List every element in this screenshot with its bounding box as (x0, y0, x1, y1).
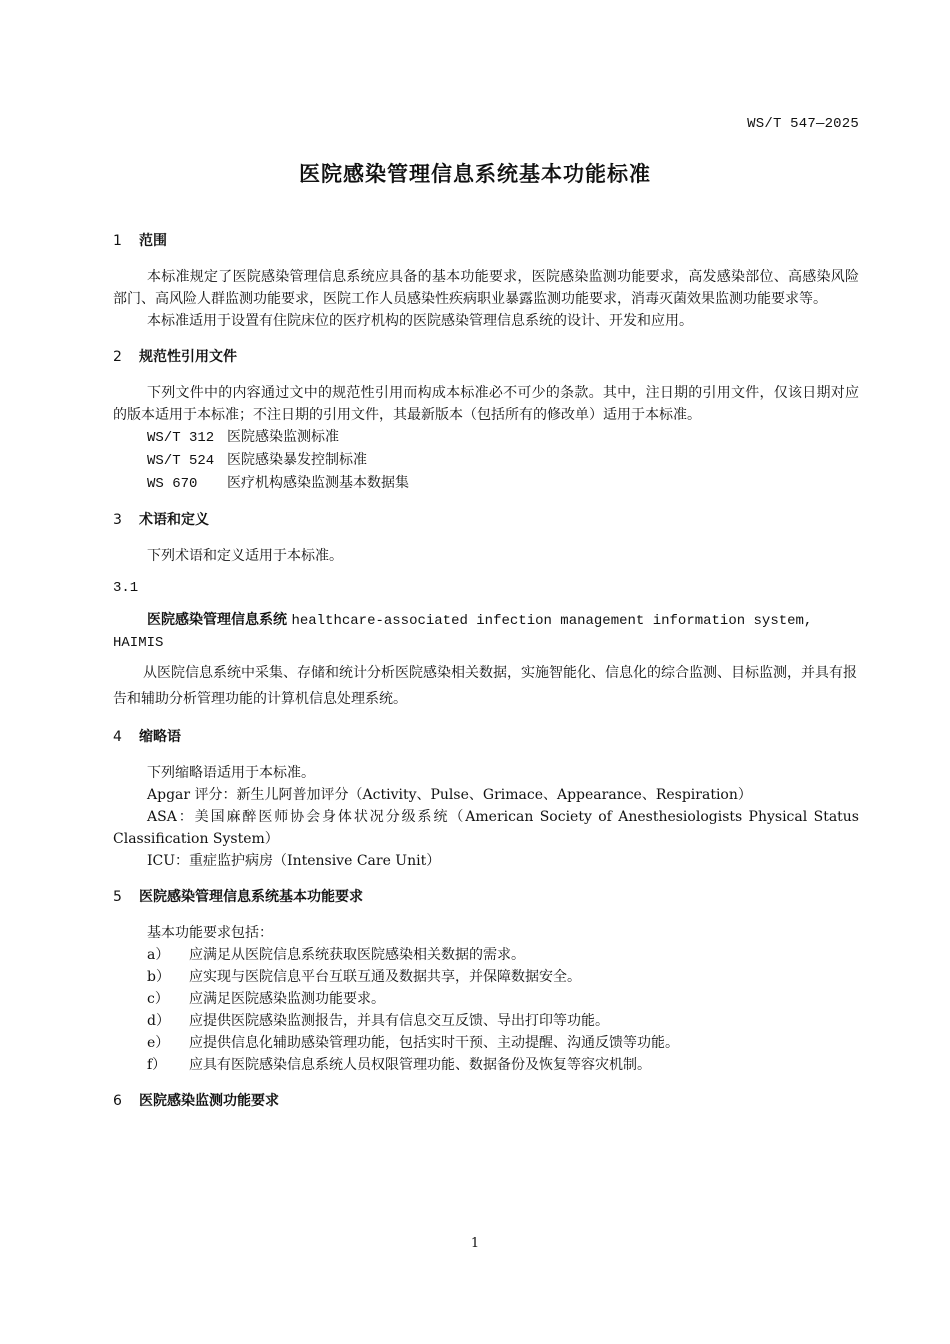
term-number: 3.1 (113, 580, 139, 596)
list-text: 应提供信息化辅助感染管理功能，包括实时干预、主动提醒、沟通反馈等功能。 (189, 1035, 679, 1051)
list-text: 应提供医院感染监测报告，并具有信息交互反馈、导出打印等功能。 (189, 1013, 609, 1029)
list-item (113, 1010, 859, 1032)
list-item (113, 944, 859, 966)
reference-item (113, 426, 859, 449)
list-marker: d） (147, 1013, 170, 1029)
section-title: 医院感染管理信息系统基本功能要求 (139, 889, 363, 905)
paragraph: 基本功能要求包括： (147, 925, 273, 941)
section-number: 3 (113, 512, 122, 528)
paragraph: 下列术语和定义适用于本标准。 (147, 548, 343, 564)
list-item (113, 1032, 859, 1054)
reference-code: WS 670 (147, 476, 198, 492)
reference-title: 医疗机构感染监测基本数据集 (227, 475, 409, 491)
list-marker: f） (147, 1057, 167, 1073)
section-heading-5 (113, 886, 859, 908)
reference-code: WS/T 524 (147, 453, 215, 469)
reference-title: 医院感染监测标准 (227, 429, 339, 445)
reference-item (113, 472, 859, 495)
reference-code: WS/T 312 (147, 430, 215, 446)
list-text: 应实现与医院信息平台互联互通及数据共享，并保障数据安全。 (189, 969, 581, 985)
section-heading-6 (113, 1090, 859, 1112)
section-heading-3 (113, 509, 859, 531)
reference-item (113, 449, 859, 472)
list-item (113, 1054, 859, 1076)
section-title: 范围 (139, 233, 167, 249)
section-number: 2 (113, 349, 122, 365)
paragraph: 下列文件中的内容通过文中的规范性引用而构成本标准必不可少的条款。其中，注日期的引用文件，仅该日期对应的版本适用于本标准；不注日期的引用文件，其最新版本（包括所有的修改单）适用于本标准。 (113, 385, 859, 423)
term-english: healthcare-associated infection management information system, (291, 613, 813, 629)
reference-title: 医院感染暴发控制标准 (227, 452, 367, 468)
term-entry (113, 609, 859, 632)
list-item (113, 988, 859, 1010)
list-marker: c） (147, 991, 169, 1007)
document-body (113, 230, 859, 1112)
list-item (113, 966, 859, 988)
paragraph: 下列缩略语适用于本标准。 (147, 765, 315, 781)
list-marker: b） (147, 969, 170, 985)
paragraph: 本标准规定了医院感染管理信息系统应具备的基本功能要求，医院感染监测功能要求，高发感染部位、高感染风险部门、高风险人群监测功能要求，医院工作人员感染性疾病职业暴露监测功能要求，消毒灭菌效果监测功能要求等。 (113, 269, 859, 307)
term-abbreviation: HAIMIS (113, 635, 164, 651)
section-number: 4 (113, 729, 122, 745)
paragraph: 本标准适用于设置有住院床位的医疗机构的医院感染管理信息系统的设计、开发和应用。 (147, 313, 693, 329)
term-definition: 从医院信息系统中采集、存储和统计分析医院感染相关数据，实施智能化、信息化的综合监测、目标监测，并具有报告和辅助分析管理功能的计算机信息处理系统。 (113, 665, 857, 707)
section-title: 缩略语 (139, 729, 181, 745)
section-heading-2 (113, 346, 859, 368)
list-text: 应具有医院感染信息系统人员权限管理功能、数据备份及恢复等容灾机制。 (189, 1057, 651, 1073)
section-heading-4 (113, 726, 859, 748)
list-marker: a） (147, 947, 170, 963)
section-title: 医院感染监测功能要求 (139, 1093, 279, 1109)
section-number: 6 (113, 1093, 122, 1109)
section-number: 1 (113, 233, 122, 249)
section-title: 规范性引用文件 (139, 349, 237, 365)
page-number: 1 (470, 1236, 480, 1251)
abbreviation-asa: ASA：美国麻醉医师协会身体状况分级系统（American Society of Anesthesiologists Physical Status Classification System） (113, 809, 859, 847)
abbreviation-apgar: Apgar 评分：新生儿阿普加评分（Activity、Pulse、Grimace、Appearance、Respiration） (147, 787, 752, 803)
list-marker: e） (147, 1035, 170, 1051)
list-text: 应满足医院感染监测功能要求。 (189, 991, 385, 1007)
list-text: 应满足从医院信息系统获取医院感染相关数据的需求。 (189, 947, 525, 963)
section-heading-1 (113, 230, 859, 252)
section-title: 术语和定义 (139, 512, 209, 528)
document-title: 医院感染管理信息系统基本功能标准 (299, 162, 651, 186)
abbreviation-icu: ICU：重症监护病房（Intensive Care Unit） (147, 853, 441, 869)
term-chinese: 医院感染管理信息系统 (147, 612, 287, 628)
standard-code: WS/T 547—2025 (747, 116, 859, 132)
section-number: 5 (113, 889, 122, 905)
